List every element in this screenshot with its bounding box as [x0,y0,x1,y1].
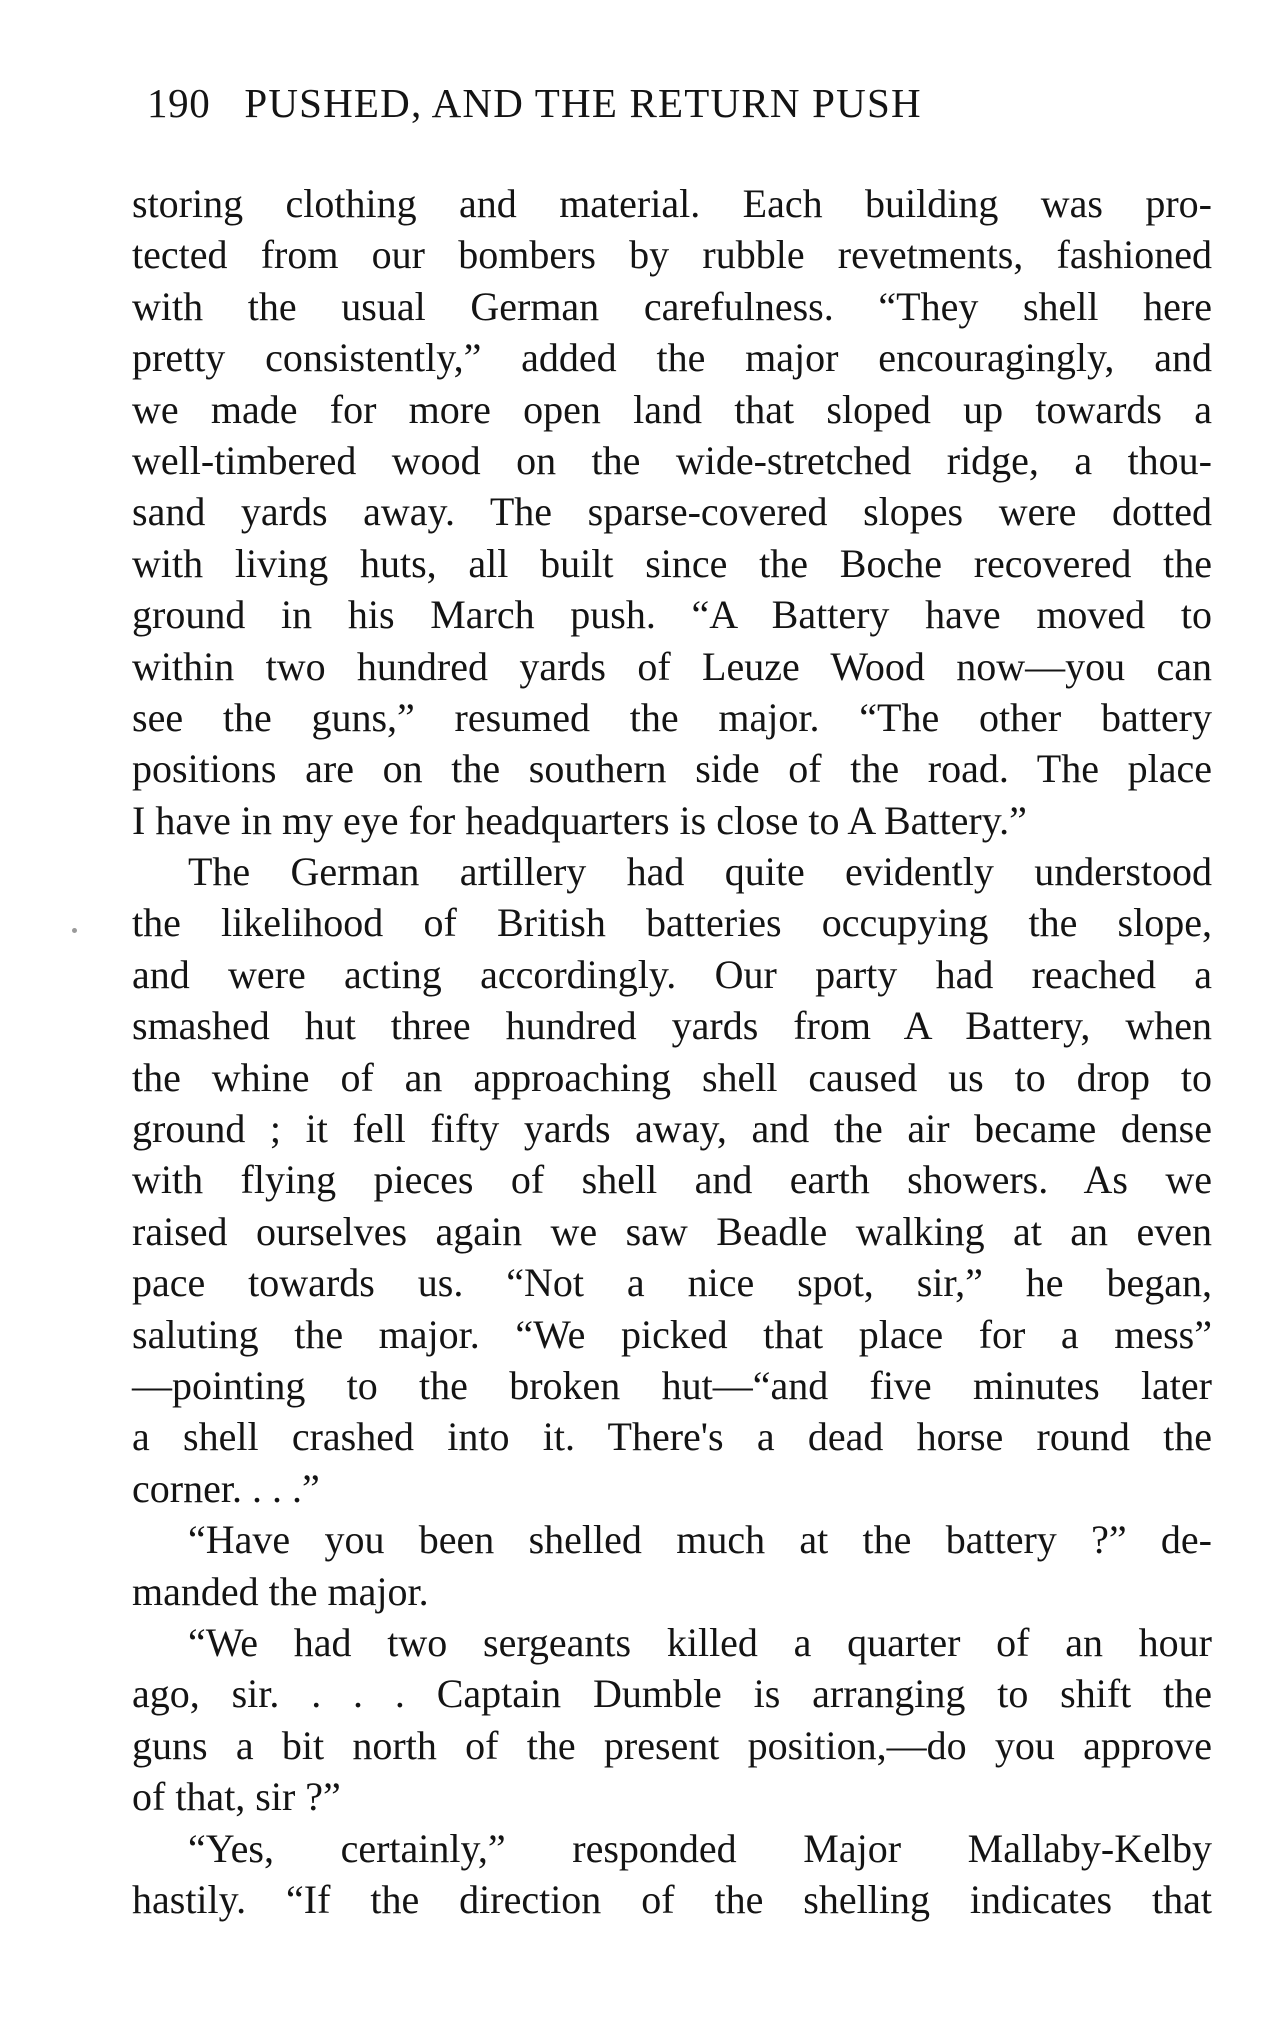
running-head: PUSHED, AND THE RETURN PUSH [244,80,922,126]
page-header [147,78,1107,128]
text-line: and were acting accordingly. Our party had reached a [132,951,1212,997]
text-line: hastily. “If the direction of the shelling indicates that [132,1876,1212,1922]
text-line: within two hundred yards of Leuze Wood now—you can [132,643,1212,689]
text-line: the likelihood of British batteries occupying the slope, [132,900,1212,946]
text-line: I have in my eye for headquarters is close to A Battery.” [132,797,1027,843]
text-line: raised ourselves again we saw Beadle walking at an even [132,1208,1212,1254]
text-line: ground ; it fell fifty yards away, and the air became dense [132,1106,1212,1152]
text-line: storing clothing and material. Each building was pro- [132,181,1212,226]
text-line: of that, sir ?” [132,1774,341,1820]
text-line: guns a bit north of the present position,—do you approve [132,1722,1212,1768]
text-line: we made for more open land that sloped up towards a [132,386,1212,432]
text-line: with flying pieces of shell and earth showers. As we [132,1157,1212,1203]
text-line: —pointing to the broken hut—“and five minutes later [132,1362,1212,1408]
text-line: “Yes, certainly,” responded Major Mallaby-Kelby [188,1825,1212,1871]
text-line: “We had two sergeants killed a quarter of an hour [188,1619,1212,1665]
text-line: sand yards away. The sparse-covered slopes were dotted [132,489,1212,535]
text-line: well-timbered wood on the wide-stretched ridge, a thou- [132,437,1212,483]
body-text [132,178,1212,1925]
text-line: manded the major. [132,1568,429,1614]
text-line: ago, sir. . . . Captain Dumble is arranging to shift the [132,1671,1212,1717]
text-line: The German artillery had quite evidently understood [188,849,1212,895]
text-line: the whine of an approaching shell caused us to drop to [132,1054,1212,1100]
text-line: ground in his March push. “A Battery have moved to [132,592,1212,638]
text-line: see the guns,” resumed the major. “The other battery [132,694,1212,740]
text-line: “Have you been shelled much at the battery ?” de- [188,1517,1212,1563]
text-line: saluting the major. “We picked that place for a mess” [132,1311,1212,1357]
text-line: positions are on the southern side of the road. The place [132,746,1212,792]
text-line: pace towards us. “Not a nice spot, sir,” he began, [132,1260,1212,1306]
text-line: smashed hut three hundred yards from A Battery, when [132,1003,1212,1049]
text-line: with living huts, all built since the Boche recovered the [132,540,1212,586]
text-line: with the usual German carefulness. “They shell here [132,283,1212,329]
text-line: tected from our bombers by rubble revetments, fashioned [132,232,1212,278]
text-line: corner. . . .” [132,1465,320,1511]
print-speck [72,928,77,933]
page-number: 190 [147,80,211,126]
text-line: a shell crashed into it. There's a dead horse round the [132,1414,1212,1460]
text-line: pretty consistently,” added the major encouragingly, and [132,335,1212,381]
